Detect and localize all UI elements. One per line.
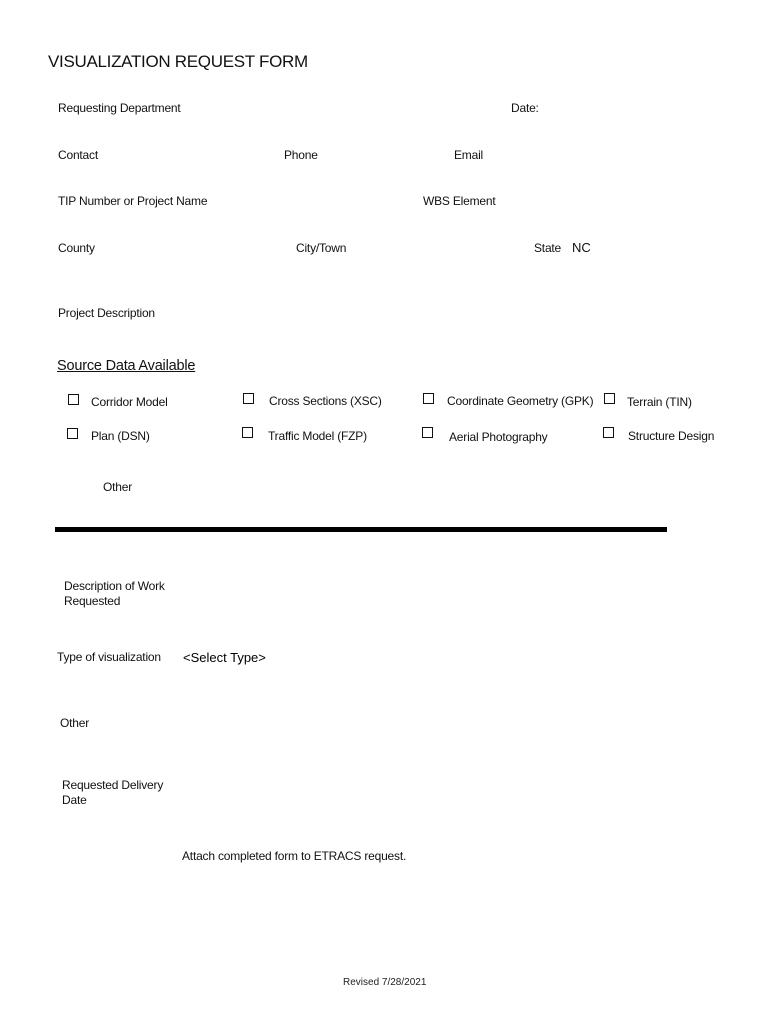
county-field[interactable]: County xyxy=(58,241,95,255)
terrain-checkbox[interactable] xyxy=(604,393,615,404)
traffic-model-label: Traffic Model (FZP) xyxy=(268,429,367,443)
section-divider xyxy=(55,527,667,532)
terrain-label: Terrain (TIN) xyxy=(627,395,692,409)
corridor-model-checkbox[interactable] xyxy=(68,394,79,405)
structure-design-label: Structure Design xyxy=(628,429,715,443)
date-field[interactable]: Date: xyxy=(511,101,539,115)
visualization-type-select[interactable]: <Select Type> xyxy=(183,650,266,665)
plan-label: Plan (DSN) xyxy=(91,429,150,443)
corridor-model-label: Corridor Model xyxy=(91,395,168,409)
coordinate-geometry-label: Coordinate Geometry (GPK) xyxy=(447,394,594,408)
traffic-model-checkbox[interactable] xyxy=(242,427,253,438)
city-town-field[interactable]: City/Town xyxy=(296,241,347,255)
project-description-field[interactable]: Project Description xyxy=(58,306,155,320)
state-value[interactable]: NC xyxy=(572,240,591,255)
plan-checkbox[interactable] xyxy=(67,428,78,439)
tip-number-field[interactable]: TIP Number or Project Name xyxy=(58,194,208,208)
structure-design-checkbox[interactable] xyxy=(603,427,614,438)
type-of-visualization-label: Type of visualization xyxy=(57,650,161,664)
cross-sections-checkbox[interactable] xyxy=(243,393,254,404)
revised-date: Revised 7/28/2021 xyxy=(343,977,427,988)
description-of-work-field[interactable]: Description of Work Requested xyxy=(64,579,165,608)
work-other-field[interactable]: Other xyxy=(60,716,90,730)
form-title: VISUALIZATION REQUEST FORM xyxy=(48,52,308,71)
source-data-heading: Source Data Available xyxy=(57,358,196,374)
requesting-department-field[interactable]: Requesting Department xyxy=(58,101,181,115)
contact-field[interactable]: Contact xyxy=(58,148,98,162)
aerial-photography-checkbox[interactable] xyxy=(422,427,433,438)
attach-note: Attach completed form to ETRACS request. xyxy=(182,849,407,863)
state-label: State xyxy=(534,241,562,255)
cross-sections-label: Cross Sections (XSC) xyxy=(269,394,382,408)
requested-delivery-date-field[interactable]: Requested Delivery Date xyxy=(62,778,164,807)
wbs-element-field[interactable]: WBS Element xyxy=(423,194,496,208)
coordinate-geometry-checkbox[interactable] xyxy=(423,393,434,404)
phone-field[interactable]: Phone xyxy=(284,148,318,162)
email-field[interactable]: Email xyxy=(454,148,484,162)
aerial-photography-label: Aerial Photography xyxy=(449,430,548,444)
source-other-field[interactable]: Other xyxy=(103,480,133,494)
